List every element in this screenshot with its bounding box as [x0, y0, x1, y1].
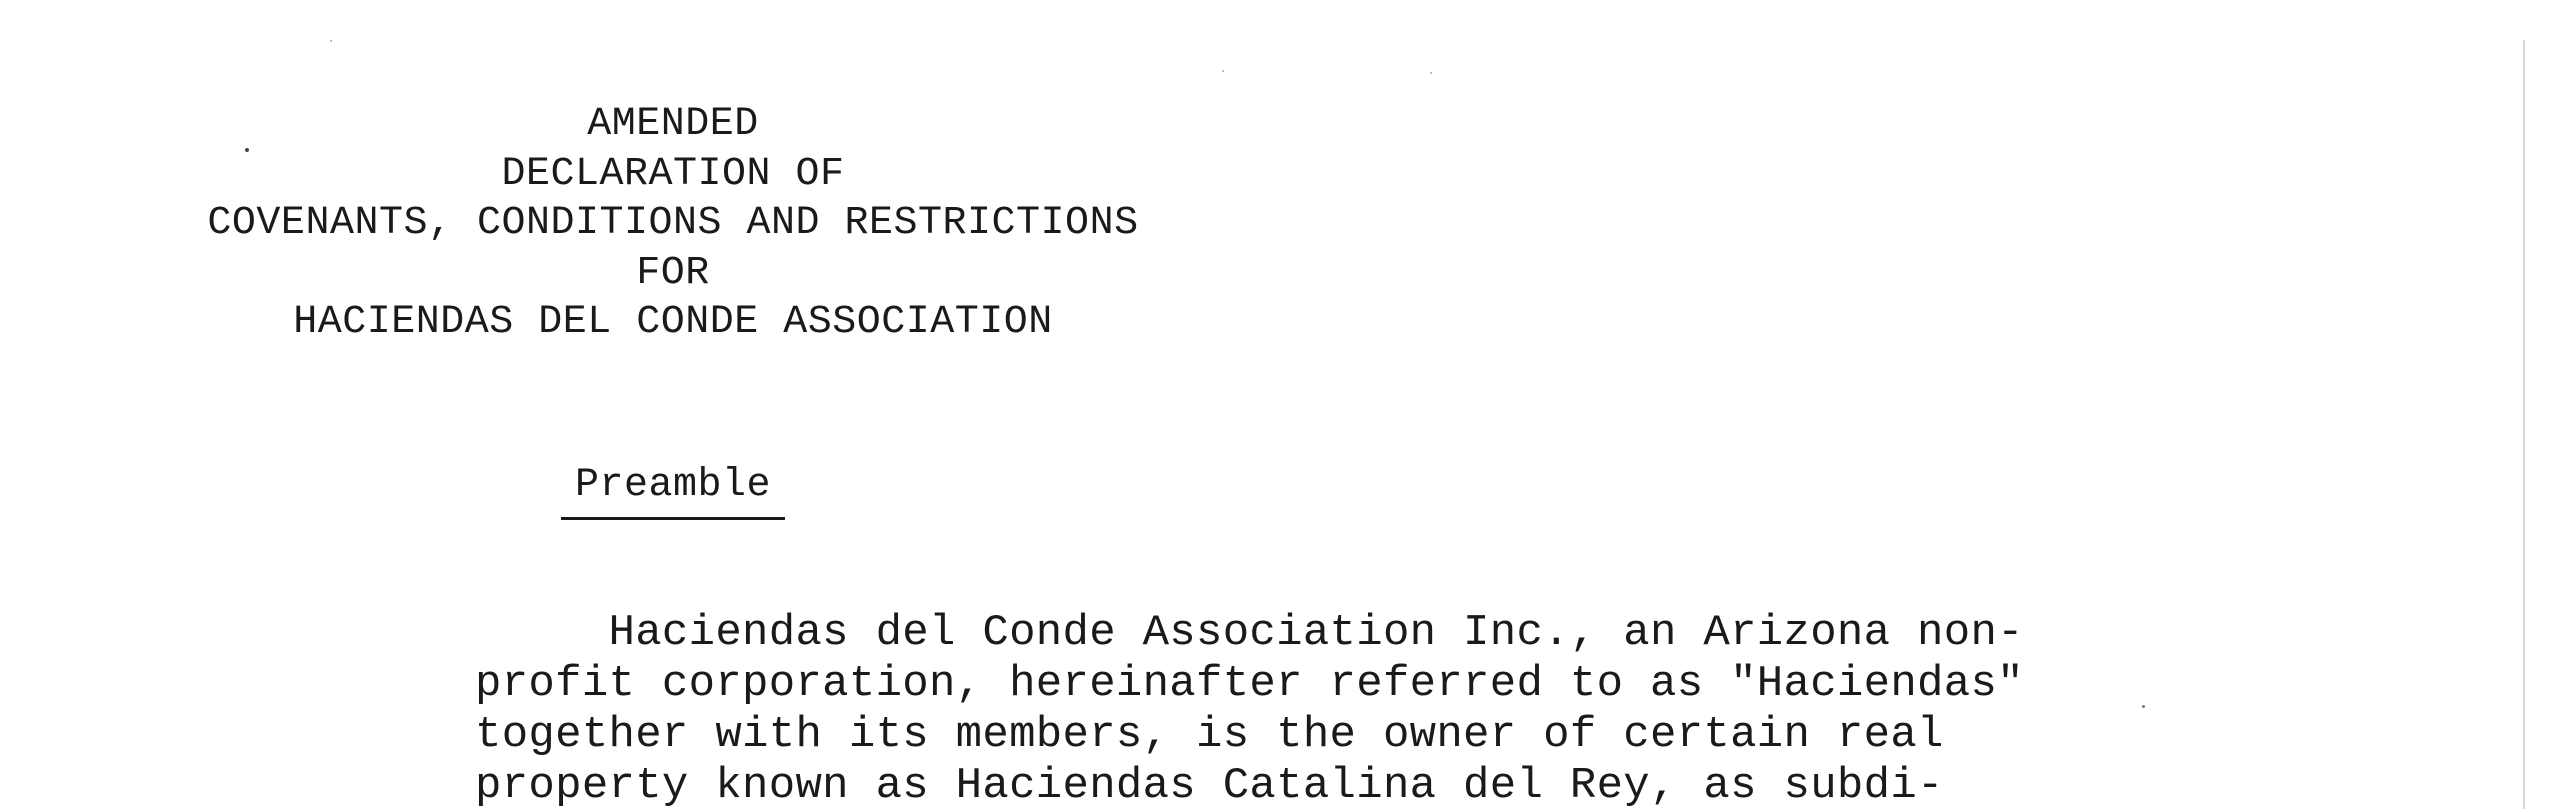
scan-speck — [1430, 72, 1432, 74]
title-line: COVENANTS, CONDITIONS AND RESTRICTIONS — [207, 201, 1139, 246]
scan-edge-line — [2523, 40, 2525, 809]
document-title — [0, 100, 1346, 348]
title-line: AMENDED — [587, 102, 759, 147]
title-line: DECLARATION OF — [501, 151, 845, 197]
section-heading — [0, 461, 1346, 520]
body-line: property known as Haciendas Catalina del Rey, as subdi- — [475, 761, 1944, 811]
body-line: profit corporation, hereinafter referred to as "Haciendas" — [475, 659, 2024, 709]
title-line: FOR — [636, 250, 710, 296]
scan-speck — [2142, 705, 2145, 708]
scan-speck — [245, 148, 249, 152]
scan-speck — [330, 40, 332, 42]
body-line: Haciendas del Conde Association Inc., an Arizona non- — [475, 608, 2024, 658]
scan-speck — [1222, 70, 1224, 72]
body-line: together with its members, is the owner of certain real — [475, 710, 1944, 760]
title-line: HACIENDAS DEL CONDE ASSOCIATION — [293, 300, 1053, 345]
section-heading-text: Preamble — [561, 461, 785, 520]
body-paragraph — [475, 608, 2024, 812]
